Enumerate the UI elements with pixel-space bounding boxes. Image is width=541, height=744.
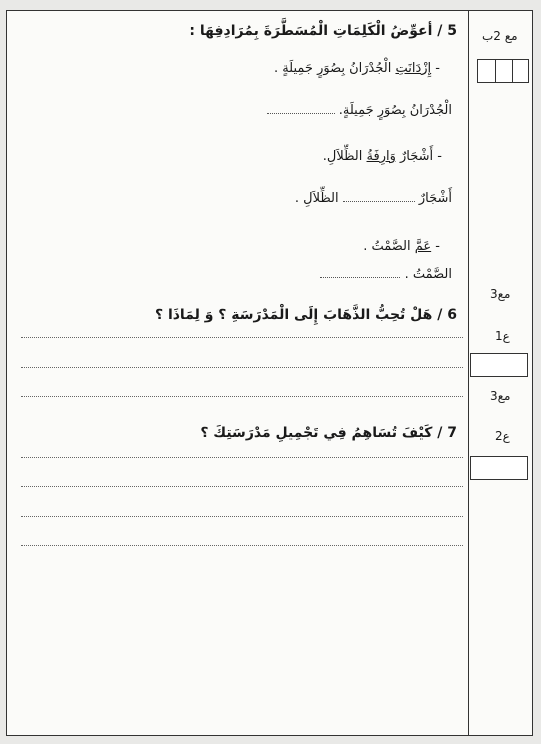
grading-cell-divider	[512, 60, 513, 82]
q5-answer-3[interactable]	[320, 267, 452, 282]
underlined-word: وَارِفَةُ	[366, 149, 396, 164]
item-text: الظِّلاَلِ.	[322, 149, 363, 164]
criterion-sub-code: ع2	[495, 429, 510, 443]
item-text: أَشْجَارٌ	[400, 149, 434, 164]
criterion-code: مع3	[490, 287, 511, 301]
q5-answer-1[interactable]	[267, 103, 452, 118]
answer-text: الظِّلاَلِ .	[294, 191, 339, 206]
answer-line[interactable]	[21, 545, 463, 546]
question-7-title: 7 / كَيْفَ تُسَاهِمُ فِي تَجْمِيلِ مَدْرَسَتِكَ ؟	[200, 425, 457, 441]
answer-line[interactable]	[21, 396, 463, 397]
dash: -	[437, 149, 442, 164]
q5-item-1	[274, 61, 440, 76]
margin-divider	[468, 11, 469, 735]
grading-cell-divider	[495, 60, 496, 82]
answer-blank[interactable]	[320, 267, 400, 278]
grading-box[interactable]	[477, 59, 529, 83]
criterion-code: مع 2ب	[482, 29, 518, 43]
answer-line[interactable]	[21, 516, 463, 517]
answer-line[interactable]	[21, 367, 463, 368]
answer-text: أَشْجَارٌ	[418, 191, 452, 206]
criterion-sub-code: ع1	[495, 329, 510, 343]
answer-blank[interactable]	[343, 191, 415, 202]
q5-item-3	[363, 239, 440, 254]
exam-sheet	[6, 10, 533, 736]
underlined-word: عَمَّ	[414, 239, 432, 254]
q5-item-2	[323, 149, 442, 164]
answer-line[interactable]	[21, 486, 463, 487]
criterion-code: مع3	[490, 389, 511, 403]
grading-box[interactable]	[470, 456, 528, 480]
grading-box[interactable]	[470, 353, 528, 377]
question-5-title: 5 / أعوِّضُ الْكَلِمَاتِ الْمُسَطَّرَةَ بِمُرَادِفِهَا :	[189, 23, 457, 39]
item-text: الصَّمْتُ .	[363, 239, 411, 254]
item-text: الْجُدْرَانُ بِصُوَرٍ جَمِيلَةٍ .	[273, 61, 392, 76]
dash: -	[435, 239, 440, 254]
question-6-title: 6 / هَلْ تُحِبُّ الذَّهَابَ إِلَى الْمَدْرَسَةِ ؟ وَ لِمَاذَا ؟	[154, 307, 457, 323]
underlined-word: إِزْدَانَتِ	[395, 61, 432, 76]
answer-line[interactable]	[21, 337, 463, 338]
answer-line[interactable]	[21, 457, 463, 458]
answer-text: الصَّمْتُ .	[404, 267, 452, 282]
answer-text: الْجُدْرَانُ بِصُوَرٍ جَمِيلَةٍ.	[338, 103, 452, 118]
answer-blank[interactable]	[267, 103, 335, 114]
dash: -	[435, 61, 440, 76]
q5-answer-2[interactable]	[295, 191, 452, 206]
